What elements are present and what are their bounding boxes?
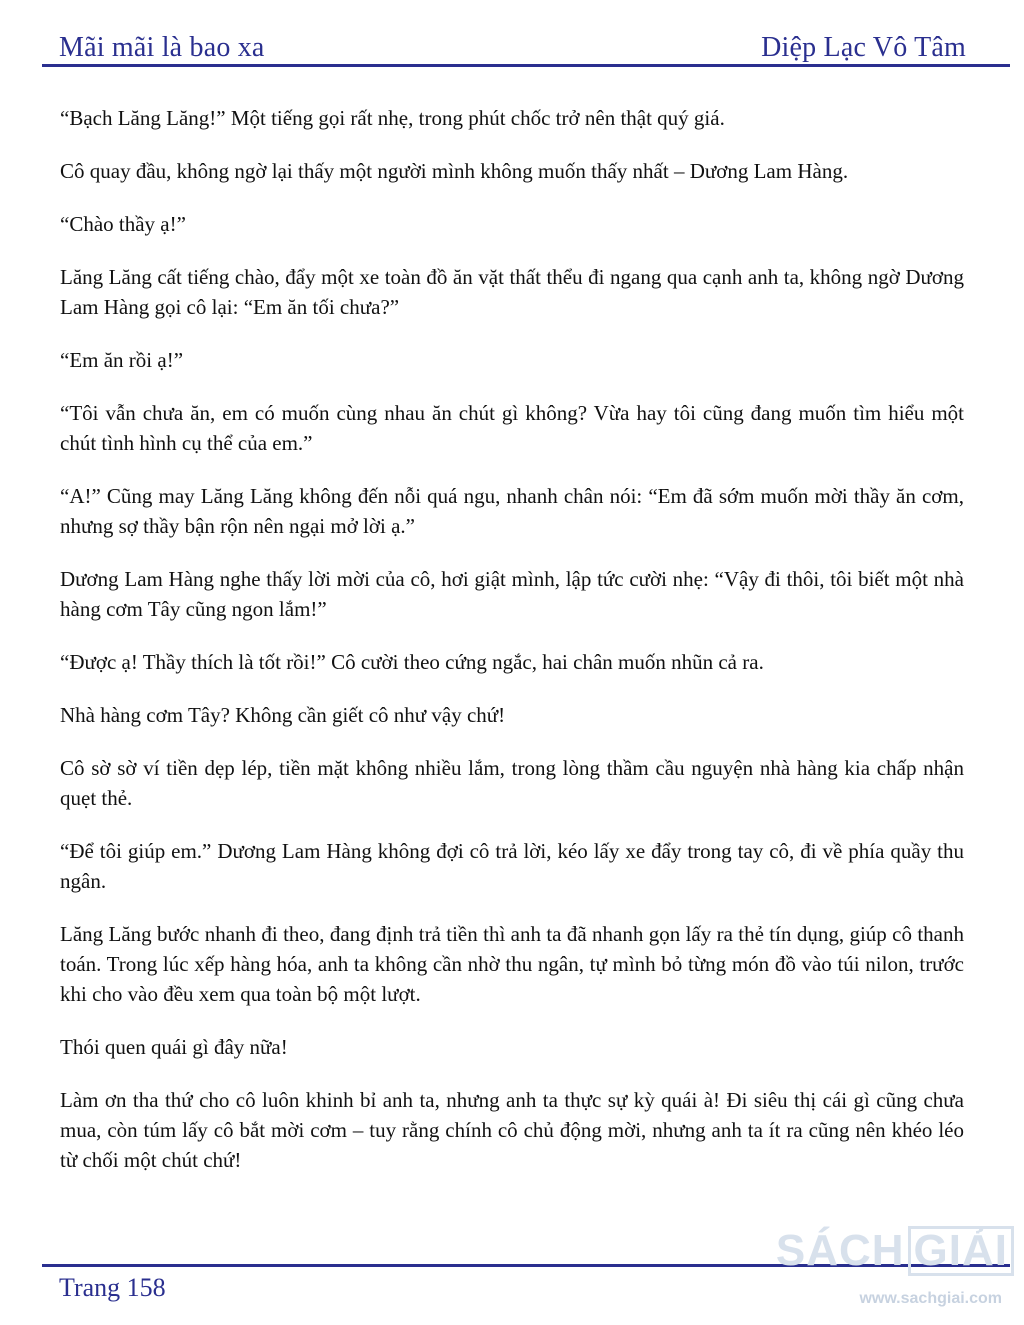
watermark-brand-left: SÁCH [775, 1226, 905, 1275]
paragraph: Làm ơn tha thứ cho cô luôn khinh bỉ anh ta, nhưng anh ta thực sự kỳ quái à! Đi siêu thị cái gì cũng chưa mua, còn túm lấy cô bắt mời cơm – tuy rằng chính cô chủ động mời, nhưng anh ta ít ra cũng nên khéo léo từ chối một chút chứ! [60, 1088, 964, 1172]
paragraph: “Được ạ! Thầy thích là tốt rồi!” Cô cười theo cứng ngắc, hai chân muốn nhũn cả ra. [60, 650, 764, 674]
watermark-brand-boxed: GIẢI [908, 1226, 1014, 1276]
watermark-wordmark [776, 1226, 1014, 1276]
paragraph: Lăng Lăng bước nhanh đi theo, đang định trả tiền thì anh ta đã nhanh gọn lấy ra thẻ tín dụng, giúp cô thanh toán. Trong lúc xếp hàng hóa, anh ta không cần nhờ thu ngân, tự mình bỏ từng món đồ vào túi nilon, trước khi cho vào đều xem qua toàn bộ một lượt. [60, 922, 964, 1006]
paragraph: Dương Lam Hàng nghe thấy lời mời của cô, hơi giật mình, lập tức cười nhẹ: “Vậy đi thôi, tôi biết một nhà hàng cơm Tây cũng ngon lắm!” [60, 567, 964, 621]
page-header [59, 24, 966, 64]
header-divider [42, 64, 1010, 67]
sachgiai-watermark-logo [775, 1226, 1020, 1322]
paragraph: “Tôi vẫn chưa ăn, em có muốn cùng nhau ăn chút gì không? Vừa hay tôi cũng đang muốn tìm hiểu một chút tình hình cụ thể của em.” [60, 401, 964, 455]
paragraph: Nhà hàng cơm Tây? Không cần giết cô như vậy chứ! [60, 703, 506, 727]
paragraph: “Em ăn rồi ạ!” [60, 348, 184, 372]
watermark-url: www.sachgiai.com [859, 1290, 1002, 1307]
paragraph: “Chào thầy ạ!” [60, 212, 186, 236]
paragraph: Cô sờ sờ ví tiền dẹp lép, tiền mặt không nhiều lắm, trong lòng thầm cầu nguyện nhà hàng kia chấp nhận quẹt thẻ. [60, 756, 964, 810]
paragraph: “Bạch Lăng Lăng!” Một tiếng gọi rất nhẹ, trong phút chốc trở nên thật quý giá. [60, 106, 725, 130]
paragraph: Lăng Lăng cất tiếng chào, đẩy một xe toàn đồ ăn vặt thất thểu đi ngang qua cạnh anh ta, không ngờ Dương Lam Hàng gọi cô lại: “Em ăn tối chưa?” [60, 265, 964, 319]
paragraph: Thói quen quái gì đây nữa! [60, 1035, 288, 1059]
paragraph: “A!” Cũng may Lăng Lăng không đến nỗi quá ngu, nhanh chân nói: “Em đã sớm muốn mời thầy ăn cơm, nhưng sợ thầy bận rộn nên ngại mở lời ạ.” [60, 484, 964, 538]
author-name: Diệp Lạc Vô Tâm [761, 32, 966, 63]
book-title: Mãi mãi là bao xa [59, 32, 265, 63]
page-number: Trang 158 [59, 1273, 166, 1302]
page-body [60, 103, 964, 1198]
paragraph: Cô quay đầu, không ngờ lại thấy một người mình không muốn thấy nhất – Dương Lam Hàng. [60, 159, 849, 183]
paragraph: “Để tôi giúp em.” Dương Lam Hàng không đợi cô trả lời, kéo lấy xe đẩy trong tay cô, đi về phía quầy thu ngân. [60, 839, 964, 893]
